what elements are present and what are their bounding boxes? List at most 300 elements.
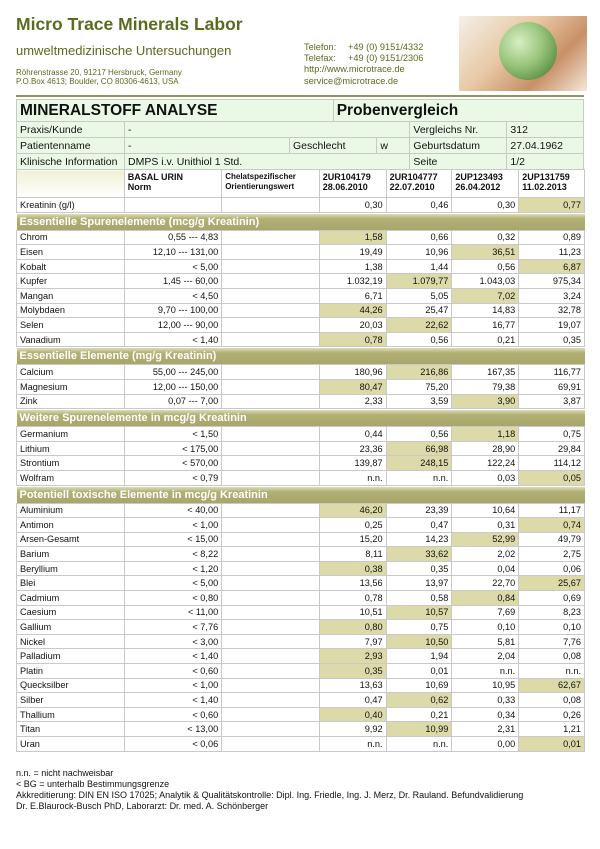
fax-label: Telefax: (304, 53, 336, 63)
norm-value: < 1,20 (124, 561, 222, 576)
norm-value: 12,00 --- 150,00 (124, 379, 222, 394)
element-name: Thallium (17, 707, 125, 722)
sample-value-2: 216,86 (386, 365, 452, 380)
chelat-value (222, 722, 320, 737)
table-row (17, 576, 585, 591)
norm-value: < 0,06 (124, 737, 222, 752)
report-subtitle: Probenvergleich (333, 100, 583, 122)
sample-value-3: 0,31 (452, 518, 519, 533)
table-row (17, 441, 585, 456)
sample-value-1: 1,58 (319, 230, 386, 245)
sample-value-4: 1,21 (519, 722, 585, 737)
klinik-label: Klinische Information (17, 154, 125, 170)
geschlecht-label: Geschlecht (290, 138, 377, 154)
sample-value-3: 2,04 (452, 649, 519, 664)
sample-value-2: 10,69 (386, 678, 452, 693)
chelat-value (222, 198, 320, 213)
sample-value-4: 0,74 (519, 518, 585, 533)
sample-value-3: 122,24 (452, 456, 519, 471)
norm-title: BASAL URIN (127, 172, 184, 182)
sample-value-4: 8,23 (519, 605, 585, 620)
norm-value: 0,07 --- 7,00 (124, 394, 222, 409)
table-row (17, 547, 585, 562)
norm-value: < 570,00 (124, 456, 222, 471)
sample-value-2: 22,62 (386, 318, 452, 333)
sample-value-3: 0,21 (452, 332, 519, 347)
chelat-value (222, 456, 320, 471)
table-row (17, 561, 585, 576)
chelat-value (222, 620, 320, 635)
section-cell (17, 485, 585, 503)
address-germany: Röhrenstrasse 20, 91217 Hersbruck, Germany (16, 68, 182, 77)
sample-value-2: 0,01 (386, 664, 452, 679)
chelat-value (222, 591, 320, 606)
divider (16, 95, 584, 97)
chelat-value (222, 427, 320, 442)
sample-value-1: 0,35 (319, 664, 386, 679)
norm-value: < 1,40 (124, 332, 222, 347)
sample-value-2: 0,56 (386, 332, 452, 347)
fax (304, 53, 423, 63)
sample-value-1: 0,78 (319, 332, 386, 347)
chelat-value (222, 634, 320, 649)
email-link[interactable]: service@microtrace.de (304, 76, 399, 86)
sample-value-2: 0,56 (386, 427, 452, 442)
table-row (17, 620, 585, 635)
element-name: Antimon (17, 518, 125, 533)
sample-value-1: 1.032,19 (319, 274, 386, 289)
element-name: Silber (17, 693, 125, 708)
table-row (17, 693, 585, 708)
table-row (17, 245, 585, 260)
sample-value-2: 75,20 (386, 379, 452, 394)
chelat-value (222, 649, 320, 664)
website-link[interactable]: http://www.microtrace.de (304, 64, 405, 74)
table-row (17, 518, 585, 533)
validation: Dr. E.Blaurock-Busch PhD, Laborarzt: Dr. med. A. Schönberger (16, 801, 269, 811)
table-row (17, 259, 585, 274)
sample-value-3: 5,81 (452, 634, 519, 649)
element-name: Selen (17, 318, 125, 333)
norm-value: < 0,80 (124, 591, 222, 606)
chelat-value (222, 318, 320, 333)
sample-value-3: 0,04 (452, 561, 519, 576)
sample-value-4: 11,17 (519, 503, 585, 518)
sample-value-2: 25,47 (386, 303, 452, 318)
chelat-value (222, 707, 320, 722)
sample-value-2: 10,57 (386, 605, 452, 620)
chelat-value (222, 503, 320, 518)
sample-value-2: 0,35 (386, 561, 452, 576)
chelat-value (222, 693, 320, 708)
norm-value: < 7,76 (124, 620, 222, 635)
element-name: Platin (17, 664, 125, 679)
globe-in-hands-image (459, 16, 587, 91)
table-row (17, 634, 585, 649)
vergleich-label: Vergleichs Nr. (410, 122, 507, 138)
norm-value: 0,55 --- 4,83 (124, 230, 222, 245)
section-header-row (17, 485, 585, 503)
section-title: Weitere Spurenelemente in mcg/g Kreatinin (17, 410, 585, 426)
vergleich-value: 312 (507, 122, 584, 138)
sample-value-1: 20,03 (319, 318, 386, 333)
sample-value-3: 0,10 (452, 620, 519, 635)
sample-id: 2UR104777 (389, 172, 438, 182)
norm-value: < 1,50 (124, 427, 222, 442)
sample-value-1: 46,20 (319, 503, 386, 518)
sample-value-3: 0,33 (452, 693, 519, 708)
header-sample-1 (319, 170, 386, 198)
sample-value-2: 0,47 (386, 518, 452, 533)
sample-value-3: 0,56 (452, 259, 519, 274)
chelat-title: Chelatspezifischer (225, 172, 296, 181)
report-title: MINERALSTOFF ANALYSE (17, 100, 334, 122)
sample-value-2: 0,75 (386, 620, 452, 635)
footnote-bg: < BG = unterhalb Bestimmungsgrenze (16, 779, 170, 789)
element-name: Kreatinin (g/l) (17, 198, 125, 213)
element-name: Cadmium (17, 591, 125, 606)
sample-value-3: n.n. (452, 664, 519, 679)
patient-label: Patientenname (17, 138, 125, 154)
sample-value-3: 79,38 (452, 379, 519, 394)
chelat-value (222, 518, 320, 533)
sample-value-2: 23,39 (386, 503, 452, 518)
sample-value-3: 0,84 (452, 591, 519, 606)
sample-value-1: 23,36 (319, 441, 386, 456)
element-name: Quecksilber (17, 678, 125, 693)
globe-icon (499, 22, 557, 80)
sample-value-3: 2,31 (452, 722, 519, 737)
sample-value-1: n.n. (319, 470, 386, 485)
geburt-value: 27.04.1962 (507, 138, 584, 154)
section-title: Essentielle Elemente (mg/g Kreatinin) (17, 348, 585, 364)
phone (304, 42, 423, 52)
chelat-value (222, 332, 320, 347)
table-row (17, 649, 585, 664)
sample-value-4: 0,26 (519, 707, 585, 722)
sample-value-4: 32,78 (519, 303, 585, 318)
sample-value-3: 10,64 (452, 503, 519, 518)
norm-value: < 1,00 (124, 678, 222, 693)
table-row (17, 365, 585, 380)
sample-id: 2UP131759 (522, 172, 570, 182)
sample-value-3: 36,51 (452, 245, 519, 260)
sample-value-2: 10,50 (386, 634, 452, 649)
table-row (17, 288, 585, 303)
sample-value-1: 9,92 (319, 722, 386, 737)
sample-value-4: 0,77 (519, 198, 585, 213)
footnote-nn: n.n. = nicht nachweisbar (16, 768, 114, 778)
sample-value-4: 975,34 (519, 274, 585, 289)
seite-label: Seite (410, 154, 507, 170)
sample-value-3: 0,30 (452, 198, 519, 213)
sample-value-4: 0,69 (519, 591, 585, 606)
element-name: Wolfram (17, 470, 125, 485)
table-row (17, 198, 585, 213)
sample-value-2: 0,66 (386, 230, 452, 245)
norm-value: < 4,50 (124, 288, 222, 303)
sample-value-4: 0,89 (519, 230, 585, 245)
element-name: Magnesium (17, 379, 125, 394)
table-row (17, 678, 585, 693)
lab-subtitle: umweltmedizinische Untersuchungen (16, 43, 232, 58)
sample-id: 2UP123493 (455, 172, 503, 182)
chelat-value (222, 379, 320, 394)
chelat-value (222, 561, 320, 576)
norm-value: 12,00 --- 90,00 (124, 318, 222, 333)
phone-label: Telefon: (304, 42, 337, 52)
sample-value-3: 0,00 (452, 737, 519, 752)
norm-value (124, 198, 222, 213)
element-name: Arsen-Gesamt (17, 532, 125, 547)
norm-value: < 11,00 (124, 605, 222, 620)
header-norm (124, 170, 222, 198)
sample-value-2: 13,97 (386, 576, 452, 591)
table-row (17, 532, 585, 547)
norm-value: < 175,00 (124, 441, 222, 456)
column-header-row (17, 170, 585, 198)
sample-date: 11.02.2013 (522, 182, 567, 192)
element-name: Nickel (17, 634, 125, 649)
section-header-row (17, 347, 585, 365)
table-row (17, 379, 585, 394)
sample-value-2: 33,62 (386, 547, 452, 562)
element-name: Germanium (17, 427, 125, 442)
chelat-value (222, 678, 320, 693)
header-sample-4 (519, 170, 585, 198)
sample-value-4: n.n. (519, 664, 585, 679)
element-name: Eisen (17, 245, 125, 260)
sample-value-4: 0,75 (519, 427, 585, 442)
norm-value: < 1,40 (124, 693, 222, 708)
chelat-value (222, 441, 320, 456)
table-row (17, 470, 585, 485)
sample-value-4: 114,12 (519, 456, 585, 471)
sample-value-3: 52,99 (452, 532, 519, 547)
norm-subtitle: Norm (127, 182, 152, 192)
sample-value-1: 13,63 (319, 678, 386, 693)
chelat-value (222, 664, 320, 679)
sample-value-1: 0,80 (319, 620, 386, 635)
chelat-value (222, 365, 320, 380)
sample-value-4: 25,67 (519, 576, 585, 591)
sample-value-2: n.n. (386, 737, 452, 752)
norm-value: < 0,60 (124, 664, 222, 679)
table-row (17, 722, 585, 737)
sample-value-1: 1,38 (319, 259, 386, 274)
table-row (17, 318, 585, 333)
sample-value-1: 13,56 (319, 576, 386, 591)
sample-value-4: 6,87 (519, 259, 585, 274)
sample-value-2: 14,23 (386, 532, 452, 547)
element-name: Titan (17, 722, 125, 737)
norm-value: < 13,00 (124, 722, 222, 737)
chelat-value (222, 394, 320, 409)
table-row (17, 427, 585, 442)
norm-value: 9,70 --- 100,00 (124, 303, 222, 318)
sample-value-2: 0,46 (386, 198, 452, 213)
sample-value-1: 0,44 (319, 427, 386, 442)
sample-value-4: 11,23 (519, 245, 585, 260)
table-row (17, 332, 585, 347)
element-name: Blei (17, 576, 125, 591)
sample-value-1: 6,71 (319, 288, 386, 303)
fax-number: +49 (0) 9151/2306 (348, 53, 424, 63)
lab-name: Micro Trace Minerals Labor (16, 14, 243, 34)
sample-value-3: 2,02 (452, 547, 519, 562)
sample-value-1: 19,49 (319, 245, 386, 260)
sample-value-3: 7,69 (452, 605, 519, 620)
chelat-value (222, 605, 320, 620)
section-title: Essentielle Spurenelemente (mcg/g Kreatinin) (17, 214, 585, 230)
section-cell (17, 409, 585, 427)
sample-value-2: 1,44 (386, 259, 452, 274)
sample-value-4: 62,67 (519, 678, 585, 693)
element-name: Aluminium (17, 503, 125, 518)
section-cell (17, 212, 585, 230)
element-name: Zink (17, 394, 125, 409)
sample-value-2: 1.079,77 (386, 274, 452, 289)
sample-value-2: 0,58 (386, 591, 452, 606)
section-title: Potentiell toxische Elemente in mcg/g Kreatinin (17, 487, 585, 503)
sample-value-2: 5,05 (386, 288, 452, 303)
sample-value-1: 0,25 (319, 518, 386, 533)
sample-value-3: 1,18 (452, 427, 519, 442)
section-header-row (17, 409, 585, 427)
sample-value-4: 0,08 (519, 693, 585, 708)
element-name: Caesium (17, 605, 125, 620)
geburt-label: Geburtsdatum (410, 138, 507, 154)
sample-value-3: 0,34 (452, 707, 519, 722)
sample-value-4: 7,76 (519, 634, 585, 649)
chelat-value (222, 547, 320, 562)
sample-value-2: 10,96 (386, 245, 452, 260)
address-usa: P.O.Box 4613; Boulder, CO 80306-4613, USA (16, 77, 179, 86)
sample-value-1: 44,26 (319, 303, 386, 318)
sample-date: 28.06.2010 (322, 182, 368, 192)
chelat-value (222, 470, 320, 485)
element-name: Gallium (17, 620, 125, 635)
sample-value-1: 0,40 (319, 707, 386, 722)
chelat-value (222, 245, 320, 260)
sample-value-4: 3,24 (519, 288, 585, 303)
sample-value-4: 0,05 (519, 470, 585, 485)
element-name: Mangan (17, 288, 125, 303)
sample-value-2: 0,21 (386, 707, 452, 722)
sample-value-2: 1,94 (386, 649, 452, 664)
table-row (17, 605, 585, 620)
sample-value-4: 3,87 (519, 394, 585, 409)
results-table (16, 169, 585, 752)
section-header-row (17, 212, 585, 230)
chelat-subtitle: Orientierungswert (225, 182, 295, 191)
sample-value-1: 80,47 (319, 379, 386, 394)
sample-value-3: 7,02 (452, 288, 519, 303)
element-name: Barium (17, 547, 125, 562)
sample-value-1: 0,38 (319, 561, 386, 576)
element-name: Vanadium (17, 332, 125, 347)
section-cell (17, 347, 585, 365)
norm-value: < 40,00 (124, 503, 222, 518)
table-row (17, 394, 585, 409)
header-sample-2 (386, 170, 452, 198)
sample-value-4: 0,08 (519, 649, 585, 664)
sample-value-4: 49,79 (519, 532, 585, 547)
norm-value: < 0,60 (124, 707, 222, 722)
sample-value-4: 116,77 (519, 365, 585, 380)
element-name: Beryllium (17, 561, 125, 576)
table-row (17, 503, 585, 518)
sample-value-3: 0,32 (452, 230, 519, 245)
norm-value: < 5,00 (124, 259, 222, 274)
sample-value-4: 0,10 (519, 620, 585, 635)
sample-value-2: 0,62 (386, 693, 452, 708)
accreditation: Akkreditierung: DIN EN ISO 17025; Analytik & Qualitätskontrolle: Dipl. Ing. Friedle, Ing. J. Merz, Dr. Rauland. Befundvalidierung (16, 790, 524, 800)
element-name: Chrom (17, 230, 125, 245)
sample-value-4: 19,07 (519, 318, 585, 333)
chelat-value (222, 737, 320, 752)
table-row (17, 707, 585, 722)
norm-value: < 1,40 (124, 649, 222, 664)
sample-value-4: 0,06 (519, 561, 585, 576)
norm-value: < 8,22 (124, 547, 222, 562)
sample-value-1: n.n. (319, 737, 386, 752)
element-name: Lithium (17, 441, 125, 456)
chelat-value (222, 288, 320, 303)
chelat-value (222, 230, 320, 245)
seite-value: 1/2 (507, 154, 584, 170)
norm-value: < 3,00 (124, 634, 222, 649)
phone-number: +49 (0) 9151/4332 (348, 42, 424, 52)
patient-info-table (16, 99, 584, 170)
sample-value-3: 10,95 (452, 678, 519, 693)
sample-value-4: 69,91 (519, 379, 585, 394)
sample-value-1: 2,33 (319, 394, 386, 409)
chelat-value (222, 532, 320, 547)
norm-value: < 0,79 (124, 470, 222, 485)
header-chelat (222, 170, 320, 198)
chelat-value (222, 259, 320, 274)
header-blank (17, 170, 125, 198)
sample-value-2: 3,59 (386, 394, 452, 409)
table-row (17, 456, 585, 471)
sample-value-4: 29,84 (519, 441, 585, 456)
element-name: Kobalt (17, 259, 125, 274)
sample-value-3: 167,35 (452, 365, 519, 380)
sample-value-2: 10,99 (386, 722, 452, 737)
sample-value-2: n.n. (386, 470, 452, 485)
sample-value-4: 0,01 (519, 737, 585, 752)
element-name: Calcium (17, 365, 125, 380)
geschlecht-value: w (377, 138, 410, 154)
praxis-value: - (125, 122, 410, 138)
klinik-value: DMPS i.v. Unithiol 1 Std. (125, 154, 410, 170)
sample-id: 2UR104179 (322, 172, 371, 182)
patient-value: - (125, 138, 290, 154)
sample-value-4: 0,35 (519, 332, 585, 347)
table-row (17, 664, 585, 679)
table-row (17, 303, 585, 318)
sample-date: 22.07.2010 (389, 182, 435, 192)
table-row (17, 230, 585, 245)
sample-value-3: 0,03 (452, 470, 519, 485)
sample-value-3: 28,90 (452, 441, 519, 456)
norm-value: 55,00 --- 245,00 (124, 365, 222, 380)
sample-value-1: 7,97 (319, 634, 386, 649)
praxis-label: Praxis/Kunde (17, 122, 125, 138)
sample-value-3: 16,77 (452, 318, 519, 333)
table-row (17, 274, 585, 289)
